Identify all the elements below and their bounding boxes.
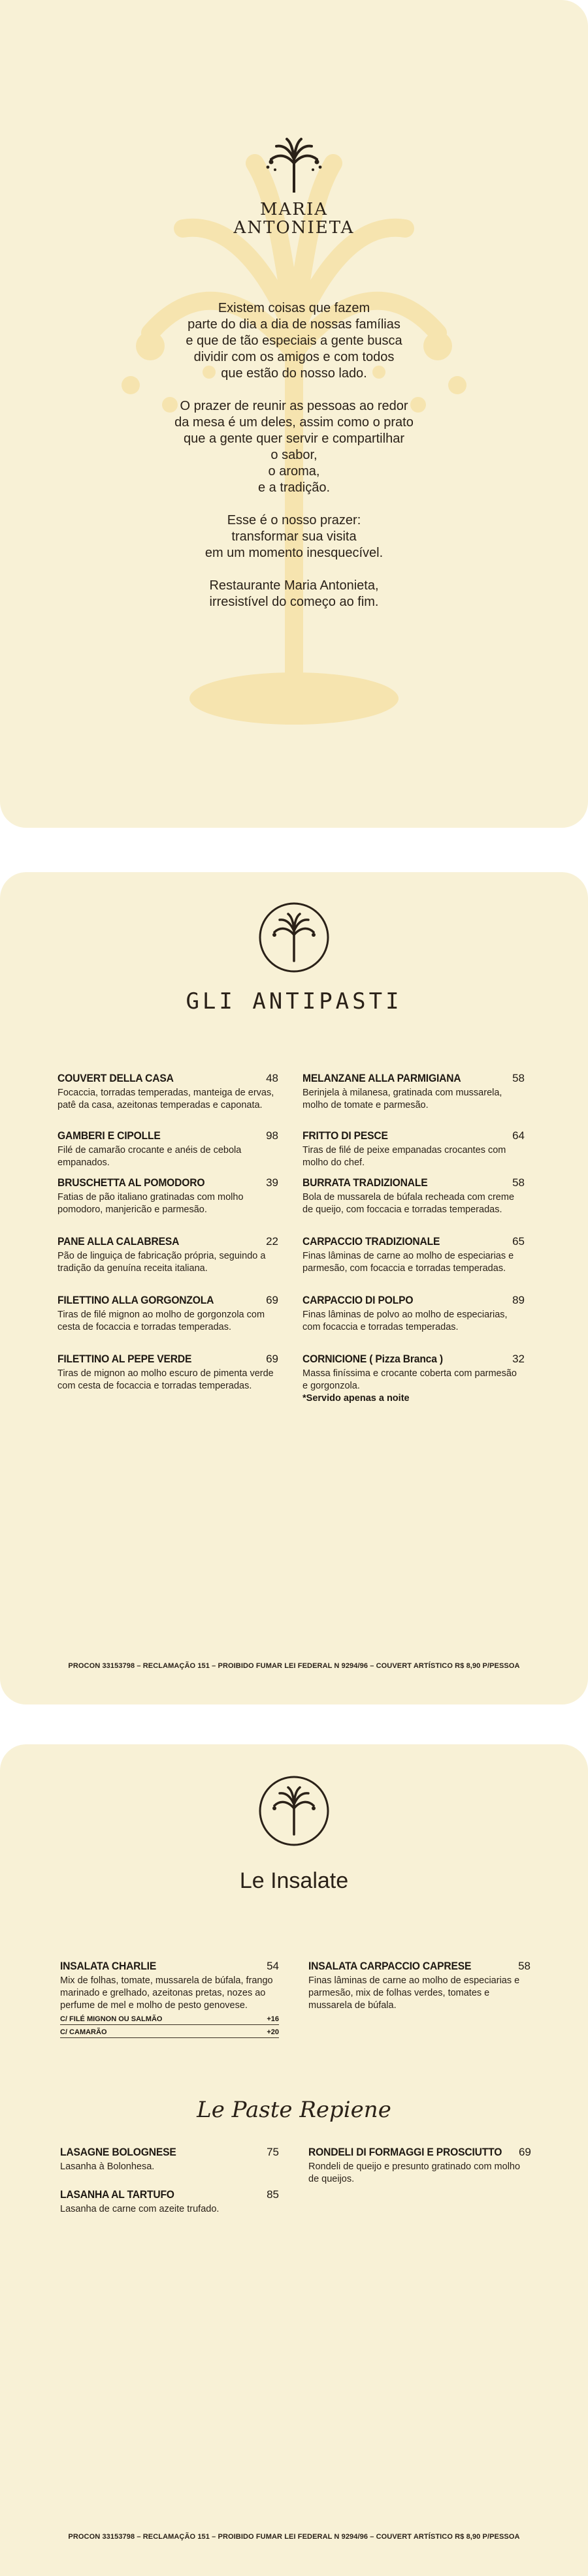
item-price: 69 bbox=[518, 2146, 531, 2158]
menu-item-lasanha-al-tartufo bbox=[60, 2188, 279, 2216]
item-description: Finas lâminas de polvo ao molho de especiarias, com focaccia e torradas temperadas. bbox=[302, 1310, 508, 1332]
intro-page bbox=[0, 0, 588, 828]
item-price: 54 bbox=[267, 1960, 279, 1972]
item-name: CARPACCIO TRADIZIONALE bbox=[302, 1235, 440, 1248]
insalate-paste-page bbox=[0, 1744, 588, 2576]
menu-item bbox=[57, 1353, 278, 1392]
intro-line: Esse é o nosso prazer: bbox=[227, 513, 361, 527]
menu-item bbox=[302, 1353, 525, 1405]
menu-item bbox=[57, 1176, 278, 1216]
item-price: 39 bbox=[266, 1176, 278, 1189]
item-price: 65 bbox=[512, 1235, 525, 1248]
menu-item-lasagne-bolognese bbox=[60, 2146, 279, 2173]
item-price: 22 bbox=[266, 1235, 278, 1248]
item-description: Tiras de filé de peixe empanadas crocantes com molho do chef. bbox=[302, 1145, 506, 1168]
paste-title: Le Paste Repiene bbox=[197, 2097, 391, 2123]
antipasti-title: GLI ANTIPASTI bbox=[186, 988, 402, 1014]
intro-line: e a tradição. bbox=[257, 480, 331, 495]
addon-row bbox=[60, 2026, 279, 2038]
item-price: 58 bbox=[518, 1960, 531, 1972]
item-description: Berinjela à milanesa, gratinada com mussarela, molho de tomate e parmesão. bbox=[302, 1088, 502, 1110]
item-name: INSALATA CHARLIE bbox=[60, 1960, 157, 1972]
intro-paragraph-4 bbox=[0, 578, 588, 610]
intro-line: o aroma, bbox=[268, 464, 320, 479]
menu-item bbox=[302, 1294, 525, 1334]
item-description: Mix de folhas, tomate, mussarela de búfala, frango marinado e grelhado, azeitonas pretas, nozes ao perfume de mel e molho de pesto genovese. bbox=[60, 1975, 273, 2011]
item-name: RONDELI DI FORMAGGI E PROSCIUTTO bbox=[308, 2146, 502, 2158]
intro-paragraph-2 bbox=[0, 398, 588, 496]
item-description: Bola de mussarela de búfala recheada com creme de queijo, com foccacia e torradas temperadas. bbox=[302, 1192, 515, 1215]
item-description: Lasanha de carne com azeite trufado. bbox=[60, 2204, 220, 2214]
item-price: 69 bbox=[266, 1353, 278, 1365]
intro-line: e que de tão especiais a gente busca bbox=[186, 334, 402, 348]
intro-line: que estão do nosso lado. bbox=[221, 366, 367, 381]
item-name: BRUSCHETTA AL POMODORO bbox=[57, 1176, 205, 1189]
menu-item bbox=[57, 1072, 278, 1112]
intro-line: que a gente quer servir e compartilhar bbox=[184, 432, 404, 446]
legal-footer: PROCON 33153798 – RECLAMAÇÃO 151 – PROIBIDO FUMAR LEI FEDERAL N 9294/96 – COUVERT ARTÍSTICO R$ 8,90 P/PESSOA bbox=[68, 1662, 520, 1670]
fountain-logo-icon bbox=[265, 137, 323, 193]
item-description: Filé de camarão crocante e anéis de cebola empanados. bbox=[57, 1145, 242, 1168]
item-description: Finas lâminas de carne ao molho de especiarias e parmesão, com focaccia e torradas temperadas. bbox=[302, 1251, 514, 1274]
intro-line: O prazer de reunir as pessoas ao redor bbox=[180, 399, 408, 413]
item-description: Rondeli de queijo e presunto gratinado com molho de queijos. bbox=[308, 2161, 521, 2184]
addon-row bbox=[60, 2013, 279, 2025]
item-name: FILETTINO AL PEPE VERDE bbox=[57, 1353, 192, 1365]
intro-line: parte do dia a dia de nossas famílias bbox=[188, 317, 400, 332]
menu-item bbox=[57, 1129, 278, 1169]
intro-line: irresistível do começo ao fim. bbox=[209, 595, 379, 609]
intro-line: transformar sua visita bbox=[231, 529, 357, 544]
intro-line: o sabor, bbox=[270, 448, 318, 462]
item-description: Tiras de mignon ao molho escuro de pimenta verde com cesta de focaccia e torradas temperadas. bbox=[57, 1368, 274, 1391]
item-name: PANE ALLA CALABRESA bbox=[57, 1235, 180, 1248]
brand-name-line2: ANTONIETA bbox=[233, 218, 355, 238]
intro-line: da mesa é um deles, assim como o prato bbox=[174, 415, 414, 430]
brand-logo bbox=[0, 137, 588, 237]
intro-line: dividir com os amigos e com todos bbox=[193, 350, 395, 364]
intro-line: em um momento inesquecível. bbox=[204, 546, 384, 560]
addon-price: +16 bbox=[267, 2015, 279, 2023]
intro-line: Existem coisas que fazem bbox=[218, 301, 370, 315]
item-description: Tiras de filé mignon ao molho de gorgonzola com cesta de focaccia e torradas temperadas. bbox=[57, 1310, 265, 1332]
item-description: Finas lâminas de carne ao molho de especiarias e parmesão, mix de folhas verdes, tomates e mussarela de búfala. bbox=[308, 1975, 520, 2011]
item-price: 32 bbox=[512, 1353, 525, 1365]
menu-item-insalata-charlie bbox=[60, 1960, 279, 2038]
item-price: 85 bbox=[267, 2188, 279, 2201]
intro-paragraph-3 bbox=[0, 512, 588, 561]
item-price: 69 bbox=[266, 1294, 278, 1306]
menu-item bbox=[302, 1176, 525, 1216]
menu-item bbox=[57, 1294, 278, 1334]
item-description: Lasanha à Bolonhesa. bbox=[60, 2161, 155, 2172]
item-name: CARPACCIO DI POLPO bbox=[302, 1294, 414, 1306]
item-name: MELANZANE ALLA PARMIGIANA bbox=[302, 1072, 461, 1084]
item-name: FRITTO DI PESCE bbox=[302, 1129, 388, 1142]
item-name: BURRATA TRADIZIONALE bbox=[302, 1176, 428, 1189]
addon-label: C/ FILÉ MIGNON OU SALMÃO bbox=[60, 2015, 163, 2023]
menu-item bbox=[57, 1235, 278, 1275]
item-description: Pão de linguiça de fabricação própria, seguindo a tradição da genuína receita italiana. bbox=[57, 1251, 266, 1274]
item-price: 89 bbox=[512, 1294, 525, 1306]
emblem-icon bbox=[255, 898, 333, 977]
item-description: Focaccia, torradas temperadas, manteiga de ervas, patê da casa, azeitonas temperadas e caponata. bbox=[57, 1088, 274, 1110]
addon-label: C/ CAMARÃO bbox=[60, 2028, 107, 2036]
menu-item bbox=[302, 1235, 525, 1275]
menu-item-rondeli bbox=[308, 2146, 531, 2186]
item-price: 58 bbox=[512, 1176, 525, 1189]
item-description: Fatias de pão italiano gratinadas com molho pomodoro, manjericão e parmesão. bbox=[57, 1192, 244, 1215]
item-name: LASAGNE BOLOGNESE bbox=[60, 2146, 176, 2158]
antipasti-page bbox=[0, 872, 588, 1704]
item-name: COUVERT DELLA CASA bbox=[57, 1072, 174, 1084]
item-price: 64 bbox=[512, 1129, 525, 1142]
item-price: 58 bbox=[512, 1072, 525, 1084]
intro-line: Restaurante Maria Antonieta, bbox=[209, 578, 379, 593]
item-price: 75 bbox=[267, 2146, 279, 2158]
item-description: Massa finíssima e crocante coberta com parmesão e gorgonzola. bbox=[302, 1368, 517, 1391]
item-note: *Servido apenas a noite bbox=[302, 1393, 410, 1404]
item-name: CORNICIONE ( Pizza Branca ) bbox=[302, 1353, 443, 1365]
menu-item bbox=[302, 1072, 525, 1112]
item-name: GAMBERI E CIPOLLE bbox=[57, 1129, 161, 1142]
intro-text bbox=[0, 300, 588, 627]
brand-name-line1: MARIA bbox=[259, 200, 329, 219]
menu-item-insalata-carpaccio-caprese bbox=[308, 1960, 531, 2012]
item-name: LASANHA AL TARTUFO bbox=[60, 2188, 174, 2201]
emblem-icon bbox=[255, 1772, 333, 1850]
item-price: 98 bbox=[266, 1129, 278, 1142]
item-price: 48 bbox=[266, 1072, 278, 1084]
addon-price: +20 bbox=[267, 2028, 279, 2036]
intro-paragraph-1 bbox=[0, 300, 588, 382]
insalate-title: Le Insalate bbox=[239, 1868, 349, 1893]
item-name: FILETTINO ALLA GORGONZOLA bbox=[57, 1294, 214, 1306]
item-name: INSALATA CARPACCIO CAPRESE bbox=[308, 1960, 472, 1972]
menu-item bbox=[302, 1129, 525, 1169]
legal-footer: PROCON 33153798 – RECLAMAÇÃO 151 – PROIBIDO FUMAR LEI FEDERAL N 9294/96 – COUVERT ARTÍSTICO R$ 8,90 P/PESSOA bbox=[68, 2533, 520, 2541]
